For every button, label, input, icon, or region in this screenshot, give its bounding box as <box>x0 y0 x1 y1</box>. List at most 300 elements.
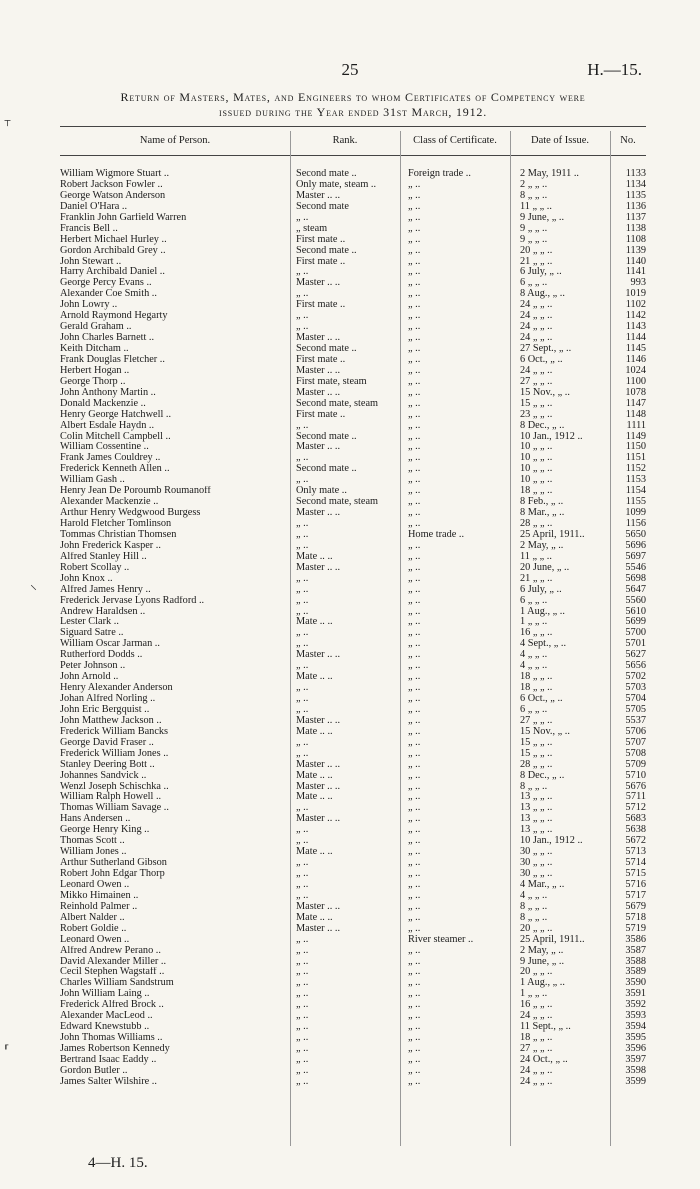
table-row <box>60 989 650 1000</box>
certificate-class-cell: „ .. <box>408 1011 421 1022</box>
person-name: Thomas William Savage .. <box>60 803 169 814</box>
certificate-class-cell: „ .. <box>408 781 421 792</box>
rank-cell: „ .. <box>296 748 309 759</box>
issue-date-cell: 24 „ „ .. <box>520 365 553 376</box>
certificate-class-cell: „ .. <box>408 562 421 573</box>
rank-cell: „ .. <box>296 694 309 704</box>
rank-cell: „ .. <box>296 890 309 901</box>
issue-date-cell: 20 „ „ .. <box>520 967 553 978</box>
certificate-number-cell: 3597 <box>625 1054 646 1065</box>
table-row <box>60 399 650 410</box>
person-name: Charles William Sandstrum <box>60 978 174 989</box>
rank-cell: „ .. <box>296 967 309 978</box>
certificate-number-cell: 5627 <box>625 650 646 661</box>
title-rule <box>60 126 646 127</box>
certificate-class-cell: „ .. <box>408 595 421 606</box>
certificate-class-cell: „ .. <box>408 464 421 475</box>
person-name: Johannes Sandvick .. <box>60 770 147 781</box>
issue-date-cell: 24 Oct., „ .. <box>520 1054 568 1065</box>
issue-date-cell: 1 Aug., „ .. <box>520 978 565 989</box>
table-row <box>60 1077 650 1088</box>
rank-cell: „ .. <box>296 1022 309 1033</box>
issue-date-cell: 25 April, 1911.. <box>520 529 585 540</box>
certificate-class-cell: „ .. <box>408 1000 421 1011</box>
table-row <box>60 749 650 760</box>
column-header-class: Class of Certificate. <box>413 135 497 146</box>
issue-date-cell: 25 April, 1911.. <box>520 934 585 945</box>
certificate-class-cell: „ .. <box>408 190 421 201</box>
table-row <box>60 366 650 377</box>
certificate-number-cell: 5707 <box>625 737 646 748</box>
certificate-class-cell: „ .. <box>408 311 421 322</box>
certificate-class-cell: „ .. <box>408 201 421 212</box>
issue-date-cell: 13 „ „ .. <box>520 803 553 814</box>
certificate-number-cell: 5710 <box>625 770 646 781</box>
issue-date-cell: 24 „ „ .. <box>520 322 553 333</box>
issue-date-cell: 28 „ „ .. <box>520 519 553 529</box>
issue-date-cell: 15 Nov., „ .. <box>520 726 570 737</box>
rank-cell: „ .. <box>296 639 309 650</box>
person-name: Johan Alfred Norling .. <box>60 694 156 704</box>
certificate-number-cell: 3587 <box>625 945 646 956</box>
certificate-class-cell: Home trade .. <box>408 529 465 540</box>
issue-date-cell: 4 Mar., „ .. <box>520 879 565 890</box>
issue-date-cell: 24 „ „ .. <box>520 1011 553 1022</box>
certificate-number-cell: 3599 <box>625 1076 646 1087</box>
certificate-class-cell: „ .. <box>408 737 421 748</box>
table-row <box>60 464 650 475</box>
issue-date-cell: 13 „ „ .. <box>520 814 553 825</box>
certificate-number-cell: 1019 <box>625 289 646 300</box>
table-row <box>60 858 650 869</box>
rank-cell: „ .. <box>296 540 309 551</box>
person-name: Edward Knewstubb .. <box>60 1022 150 1033</box>
issue-date-cell: 2 May, 1911 .. <box>520 169 580 179</box>
person-name: Daniel O'Hara .. <box>60 201 128 212</box>
margin-mark: ⸆ <box>4 119 11 134</box>
table-row <box>60 213 650 224</box>
certificate-class-cell: „ .. <box>408 989 421 1000</box>
certificate-class-cell: „ .. <box>408 354 421 365</box>
rank-cell: First mate .. <box>296 234 346 245</box>
certificate-number-cell: 1135 <box>625 190 646 201</box>
column-header-rank: Rank. <box>332 135 358 146</box>
person-name: George Percy Evans .. <box>60 278 152 289</box>
certificate-class-cell: „ .. <box>408 759 421 770</box>
rank-cell: Master .. .. <box>296 365 341 376</box>
certificate-class-cell: „ .. <box>408 212 421 223</box>
certificate-number-cell: 5696 <box>625 540 646 551</box>
table-row <box>60 924 650 935</box>
rank-cell: „ .. <box>296 869 309 879</box>
table-row <box>60 257 650 268</box>
table-row <box>60 486 650 497</box>
person-name: Reinhold Palmer .. <box>60 901 138 912</box>
person-name: William Wigmore Stuart .. <box>60 169 170 179</box>
certificate-class-cell: „ .. <box>408 890 421 901</box>
issue-date-cell: 11 „ „ .. <box>520 201 552 212</box>
table-row <box>60 694 650 705</box>
certificate-number-cell: 5638 <box>625 825 646 836</box>
table-row <box>60 475 650 486</box>
issue-date-cell: 6 „ „ .. <box>520 278 548 289</box>
person-name: John William Laing .. <box>60 989 150 1000</box>
rank-cell: „ .. <box>296 1054 309 1065</box>
person-name: Frederick William Bancks <box>60 726 169 737</box>
rank-cell: „ .. <box>296 683 309 694</box>
rank-cell: „ .. <box>296 737 309 748</box>
person-name: Frederick Alfred Brock .. <box>60 1000 164 1011</box>
rank-cell: Master .. .. <box>296 923 341 934</box>
issue-date-cell: 24 „ „ .. <box>520 1065 553 1076</box>
table-row <box>60 1011 650 1022</box>
certificate-number-cell: 1153 <box>625 475 646 486</box>
certificate-class-cell: „ .. <box>408 453 421 464</box>
issue-date-cell: 2 „ „ .. <box>520 179 548 190</box>
certificate-number-cell: 5712 <box>625 803 646 814</box>
certificate-number-cell: 5700 <box>625 628 646 639</box>
table-row <box>60 246 650 257</box>
issue-date-cell: 9 „ „ .. <box>520 223 548 234</box>
certificate-number-cell: 5705 <box>625 704 646 715</box>
issue-date-cell: 8 Feb., „ .. <box>520 497 564 508</box>
issue-date-cell: 24 „ „ .. <box>520 300 553 311</box>
certificate-number-cell: 1150 <box>625 442 646 453</box>
person-name: Tommas Christian Thomsen <box>60 529 177 540</box>
issue-date-cell: 8 Aug., „ .. <box>520 289 565 300</box>
person-name: John Matthew Jackson .. <box>60 715 162 726</box>
certificate-class-cell: „ .. <box>408 792 421 803</box>
certificate-class-cell: „ .. <box>408 551 421 562</box>
rank-cell: „ .. <box>296 858 309 869</box>
person-name: Henry Alexander Anderson <box>60 683 173 694</box>
certificate-class-cell: „ .. <box>408 606 421 617</box>
table-row <box>60 617 650 628</box>
rank-cell: „ .. <box>296 661 309 672</box>
table-row <box>60 880 650 891</box>
certificate-number-cell: 1151 <box>625 453 646 464</box>
certificate-number-cell: 3595 <box>625 1033 646 1044</box>
certificate-class-cell: „ .. <box>408 901 421 912</box>
certificate-number-cell: 5715 <box>625 869 646 879</box>
issue-date-cell: 15 Nov., „ .. <box>520 387 570 398</box>
rank-cell: „ .. <box>296 212 309 223</box>
person-name: Alexander Coe Smith .. <box>60 289 157 300</box>
table-row <box>60 1000 650 1011</box>
certificate-number-cell: 1024 <box>625 365 646 376</box>
rank-cell: Mate .. .. <box>296 672 333 683</box>
table-row <box>60 836 650 847</box>
certificate-class-cell: „ .. <box>408 278 421 289</box>
person-name: Robert Scollay .. <box>60 562 130 573</box>
certificate-number-cell: 5701 <box>625 639 646 650</box>
person-name: Francis Bell .. <box>60 223 118 234</box>
rank-cell: „ .. <box>296 267 309 278</box>
table-row <box>60 300 650 311</box>
table-row <box>60 563 650 574</box>
person-name: David Alexander Miller .. <box>60 956 167 967</box>
rank-cell: „ .. <box>296 584 309 595</box>
issue-date-cell: 21 „ „ .. <box>520 256 553 267</box>
person-name: Franklin John Garfield Warren <box>60 212 187 223</box>
table-row <box>60 377 650 388</box>
person-name: Henry Jean De Poroumb Roumanoff <box>60 486 211 497</box>
issue-date-cell: 21 „ „ .. <box>520 573 553 584</box>
table-row <box>60 672 650 683</box>
certificate-class-cell: „ .. <box>408 486 421 497</box>
person-name: Frederick Jervase Lyons Radford .. <box>60 595 205 606</box>
table-row <box>60 869 650 880</box>
certificate-class-cell: „ .. <box>408 912 421 923</box>
table-row <box>60 705 650 716</box>
table-row <box>60 661 650 672</box>
table-row <box>60 683 650 694</box>
table-row <box>60 410 650 421</box>
table-row <box>60 585 650 596</box>
issue-date-cell: 4 „ „ .. <box>520 890 548 901</box>
issue-date-cell: 24 „ „ .. <box>520 333 553 344</box>
table-row <box>60 716 650 727</box>
table-row <box>60 1055 650 1066</box>
certificate-number-cell: 1111 <box>626 420 646 431</box>
person-name: Hans Andersen .. <box>60 814 131 825</box>
issue-date-cell: 6 Oct., „ .. <box>520 694 563 704</box>
certificate-class-cell: „ .. <box>408 814 421 825</box>
table-row <box>60 628 650 639</box>
rank-cell: Second mate .. <box>296 431 357 442</box>
issue-date-cell: 20 June, „ .. <box>520 562 570 573</box>
issue-date-cell: 23 „ „ .. <box>520 409 553 420</box>
title-line-1: Return of Masters, Mates, and Engineers to whom Certificates of Competency were <box>120 90 586 104</box>
certificate-class-cell: „ .. <box>408 650 421 661</box>
certificate-class-cell: „ .. <box>408 420 421 431</box>
certificate-class-cell: „ .. <box>408 978 421 989</box>
rank-cell: „ .. <box>296 978 309 989</box>
person-name: George Watson Anderson <box>60 190 166 201</box>
table-row <box>60 235 650 246</box>
issue-date-cell: 10 Jan., 1912 .. <box>520 836 583 847</box>
rank-cell: „ .. <box>296 595 309 606</box>
issue-date-cell: 1 „ „ .. <box>520 617 548 628</box>
issue-date-cell: 28 „ „ .. <box>520 759 553 770</box>
table-row <box>60 355 650 366</box>
rank-cell: „ .. <box>296 573 309 584</box>
certificate-class-cell: „ .. <box>408 1065 421 1076</box>
certificate-number-cell: 5650 <box>625 529 646 540</box>
issue-date-cell: 8 „ „ .. <box>520 912 548 923</box>
rank-cell: „ .. <box>296 803 309 814</box>
table-row <box>60 650 650 661</box>
person-name: John Charles Barnett .. <box>60 333 155 344</box>
person-name: William Oscar Jarman .. <box>60 639 160 650</box>
issue-date-cell: 11 Sept., „ .. <box>520 1022 571 1033</box>
rank-cell: „ .. <box>296 1033 309 1044</box>
issue-date-cell: 18 „ „ .. <box>520 486 553 497</box>
certificate-number-cell: 5708 <box>625 748 646 759</box>
certificate-class-cell: „ .. <box>408 1044 421 1054</box>
certificate-number-cell: 3596 <box>625 1044 646 1054</box>
person-name: Herbert Hogan .. <box>60 365 130 376</box>
issue-date-cell: 6 July, „ .. <box>520 267 562 278</box>
issue-date-cell: 8 „ „ .. <box>520 901 548 912</box>
certificate-number-cell: 5713 <box>625 847 646 858</box>
certificate-number-cell: 5546 <box>625 562 646 573</box>
issue-date-cell: 10 „ „ .. <box>520 453 553 464</box>
rank-cell: Second mate, steam <box>296 497 379 508</box>
person-name: Alfred Stanley Hill .. <box>60 551 147 562</box>
issue-date-cell: 15 „ „ .. <box>520 748 553 759</box>
certificate-number-cell: 1139 <box>625 245 646 256</box>
table-row <box>60 191 650 202</box>
person-name: Donald Mackenzie .. <box>60 398 146 409</box>
certificate-class-cell: „ .. <box>408 617 421 628</box>
issue-date-cell: 16 „ „ .. <box>520 628 553 639</box>
table-row <box>60 224 650 235</box>
table-row <box>60 935 650 946</box>
issue-date-cell: 18 „ „ .. <box>520 683 553 694</box>
issue-date-cell: 27 Sept., „ .. <box>520 344 572 354</box>
person-name: George David Fraser .. <box>60 737 154 748</box>
certificate-number-cell: 5656 <box>625 661 646 672</box>
issue-date-cell: 9 „ „ .. <box>520 234 548 245</box>
person-name: Robert John Edgar Thorp <box>60 869 165 879</box>
certificate-class-cell: „ .. <box>408 475 421 486</box>
rank-cell: Master .. .. <box>296 759 341 770</box>
rank-cell: „ .. <box>296 311 309 322</box>
person-name: John Frederick Kasper .. <box>60 540 161 551</box>
person-name: Rutherford Dodds .. <box>60 650 143 661</box>
certificate-class-cell: „ .. <box>408 584 421 595</box>
issue-date-cell: 10 Jan., 1912 .. <box>520 431 583 442</box>
person-name: Frank Douglas Fletcher .. <box>60 354 165 365</box>
rank-cell: Second mate <box>296 201 349 212</box>
rank-cell: „ .. <box>296 1044 309 1054</box>
person-name: Keith Ditcham .. <box>60 344 129 354</box>
person-name: Albert Nalder .. <box>60 912 125 923</box>
table-row <box>60 552 650 563</box>
rank-cell: Mate .. .. <box>296 847 333 858</box>
rank-cell: Mate .. .. <box>296 912 333 923</box>
certificate-class-cell: „ .. <box>408 770 421 781</box>
certificate-class-cell: „ .. <box>408 344 421 354</box>
certificate-number-cell: 1141 <box>625 267 646 278</box>
table-row <box>60 639 650 650</box>
certificate-class-cell: „ .. <box>408 945 421 956</box>
margin-mark: ⸢ <box>4 1044 10 1059</box>
rank-cell: „ .. <box>296 420 309 431</box>
table-row <box>60 596 650 607</box>
certificate-number-cell: 993 <box>630 278 646 289</box>
issue-date-cell: 10 „ „ .. <box>520 442 553 453</box>
issue-date-cell: 8 Dec., „ .. <box>520 420 565 431</box>
certificate-class-cell: „ .. <box>408 836 421 847</box>
issue-date-cell: 13 „ „ .. <box>520 825 553 836</box>
certificate-class-cell: „ .. <box>408 704 421 715</box>
certificate-number-cell: 5703 <box>625 683 646 694</box>
issue-date-cell: 9 June, „ .. <box>520 956 565 967</box>
rank-cell: „ .. <box>296 934 309 945</box>
certificate-class-cell: „ .. <box>408 923 421 934</box>
certificate-number-cell: 1148 <box>625 409 646 420</box>
person-name: John Knox .. <box>60 573 113 584</box>
certificate-number-cell: 5560 <box>625 595 646 606</box>
column-header-no: No. <box>620 135 636 146</box>
certificate-class-cell: „ .. <box>408 1054 421 1065</box>
certificate-class-cell: „ .. <box>408 409 421 420</box>
issue-date-cell: 24 „ „ .. <box>520 311 553 322</box>
rank-cell: „ .. <box>296 956 309 967</box>
certificate-class-cell: „ .. <box>408 333 421 344</box>
issue-date-cell: 30 „ „ .. <box>520 847 553 858</box>
person-name: Peter Johnson .. <box>60 661 126 672</box>
table-row <box>60 1044 650 1055</box>
rank-cell: Only mate, steam .. <box>296 179 377 190</box>
certificate-class-cell: „ .. <box>408 365 421 376</box>
table-row <box>60 202 650 213</box>
certificates-table-body <box>60 169 650 1088</box>
certificate-class-cell: „ .. <box>408 267 421 278</box>
certificate-number-cell: 5714 <box>625 858 646 869</box>
table-row <box>60 946 650 957</box>
issue-date-cell: 4 „ „ .. <box>520 650 548 661</box>
certificate-number-cell: 3586 <box>625 934 646 945</box>
certificate-number-cell: 3598 <box>625 1065 646 1076</box>
issue-date-cell: 6 „ „ .. <box>520 704 548 715</box>
rank-cell: Mate .. .. <box>296 617 333 628</box>
certificate-number-cell: 1140 <box>625 256 646 267</box>
margin-mark: ⸜ <box>30 578 37 593</box>
rank-cell: First mate .. <box>296 300 346 311</box>
table-row <box>60 792 650 803</box>
certificate-class-cell: „ .. <box>408 683 421 694</box>
issue-date-cell: 1 Aug., „ .. <box>520 606 565 617</box>
rank-cell: Master .. .. <box>296 715 341 726</box>
certificate-number-cell: 5537 <box>625 715 646 726</box>
certificate-number-cell: 1145 <box>625 344 646 354</box>
page-signature: 4—H. 15. <box>88 1155 148 1171</box>
person-name: Andrew Haraldsen .. <box>60 606 146 617</box>
table-row <box>60 574 650 585</box>
certificate-number-cell: 3589 <box>625 967 646 978</box>
rank-cell: Master .. .. <box>296 650 341 661</box>
page-title <box>40 90 666 120</box>
certificate-class-cell: „ .. <box>408 442 421 453</box>
certificate-number-cell: 5704 <box>625 694 646 704</box>
certificate-class-cell: „ .. <box>408 322 421 333</box>
issue-date-cell: 30 „ „ .. <box>520 869 553 879</box>
certificate-number-cell: 3590 <box>625 978 646 989</box>
issue-date-cell: 27 „ „ .. <box>520 376 553 387</box>
certificate-number-cell: 1149 <box>625 431 646 442</box>
certificate-class-cell: „ .. <box>408 300 421 311</box>
table-row <box>60 782 650 793</box>
certificate-number-cell: 1136 <box>625 201 646 212</box>
issue-date-cell: 6 „ „ .. <box>520 595 548 606</box>
certificate-class-cell: „ .. <box>408 245 421 256</box>
certificate-class-cell: „ .. <box>408 508 421 519</box>
person-name: John Eric Bergquist .. <box>60 704 150 715</box>
certificate-class-cell: River steamer .. <box>408 934 474 945</box>
person-name: John Lowry .. <box>60 300 118 311</box>
person-name: John Thomas Williams .. <box>60 1033 163 1044</box>
person-name: Harry Archibald Daniel .. <box>60 267 165 278</box>
certificate-number-cell: 3592 <box>625 1000 646 1011</box>
certificate-number-cell: 1099 <box>625 508 646 519</box>
issue-date-cell: 18 „ „ .. <box>520 672 553 683</box>
issue-date-cell: 13 „ „ .. <box>520 792 553 803</box>
rank-cell: Mate .. .. <box>296 726 333 737</box>
rank-cell: „ .. <box>296 879 309 890</box>
